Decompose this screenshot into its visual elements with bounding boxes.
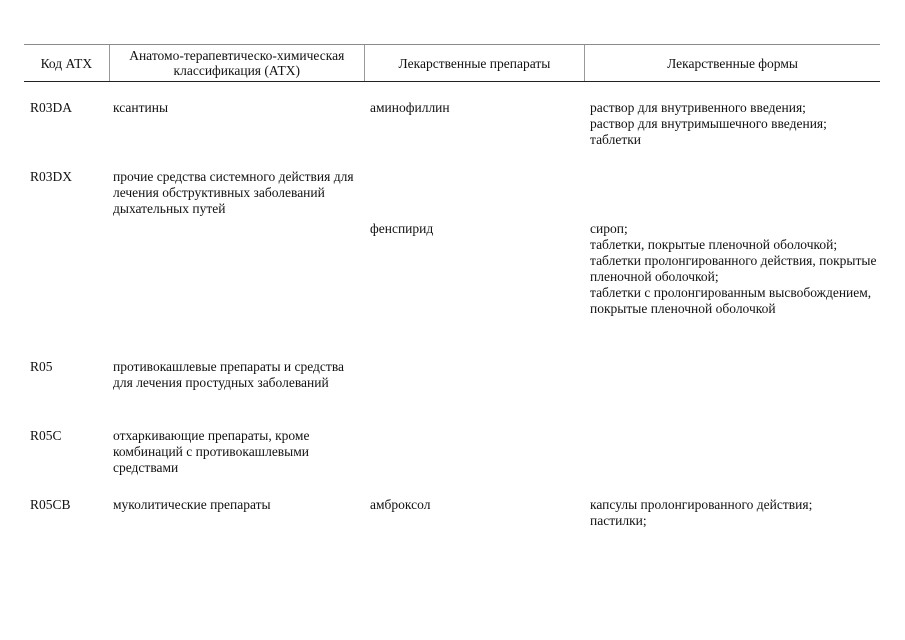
- row-classification: отхаркивающие препараты, кроме комбинаций с противокашлевыми средствами: [113, 428, 310, 475]
- row-code: R05C: [30, 428, 62, 443]
- row-drug: фенспирид: [370, 221, 434, 236]
- row-classification: прочие средства системного действия для лечения обструктивных заболеваний дыхательных путей: [113, 169, 354, 216]
- row-code: R05: [30, 359, 53, 374]
- row-drug: амброксол: [370, 497, 431, 512]
- row-classification: ксантины: [113, 100, 169, 115]
- row-classification: противокашлевые препараты и средства для лечения простудных заболеваний: [113, 359, 345, 390]
- header-drugs: Лекарственные препараты: [365, 45, 585, 81]
- table-header: [24, 44, 880, 82]
- row-drug: аминофиллин: [370, 100, 450, 115]
- header-code: Код АТХ: [40, 55, 93, 71]
- row-forms: капсулы пролонгированного действия; пастилки;: [590, 497, 813, 528]
- row-code: R03DX: [30, 169, 73, 184]
- header-classification: Анатомо-терапевтическо-химическая классификация (АТХ): [109, 45, 365, 81]
- row-forms: сироп; таблетки, покрытые пленочной оболочкой; таблетки пролонгированного действия, покрытые пленочной оболочкой; таблетки с пролонгированным высвобождением, покрытые пленочной оболочкой: [590, 221, 877, 316]
- row-forms: раствор для внутривенного введения; раствор для внутримышечного введения; таблетки: [590, 100, 827, 147]
- row-code: R05CB: [30, 497, 71, 512]
- row-code: R03DA: [30, 100, 73, 115]
- row-classification: муколитические препараты: [113, 497, 271, 512]
- header-forms: Лекарственные формы: [667, 55, 798, 71]
